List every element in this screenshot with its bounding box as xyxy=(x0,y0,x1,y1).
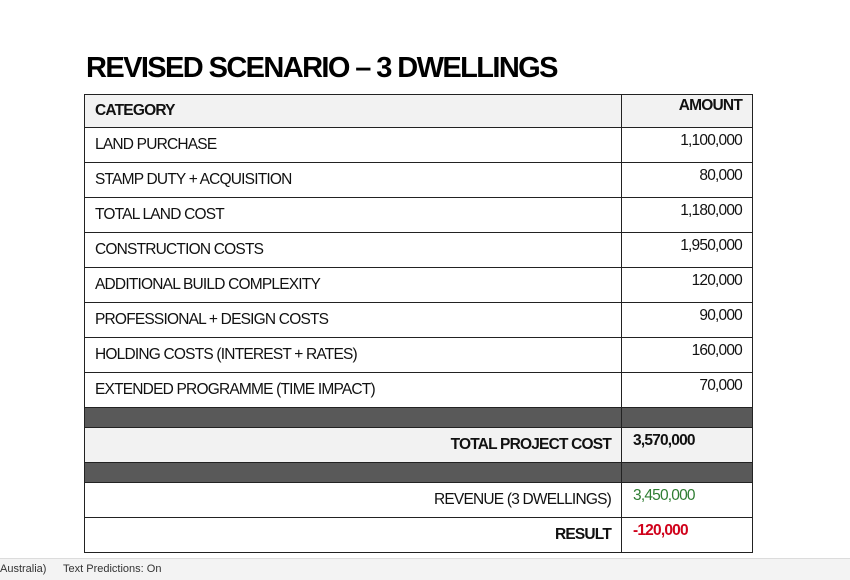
result-row xyxy=(85,518,753,553)
row-amount[interactable]: 80,000 xyxy=(622,163,753,198)
table-row xyxy=(85,373,753,408)
row-amount[interactable]: 1,100,000 xyxy=(622,128,753,163)
total-label[interactable]: TOTAL PROJECT COST xyxy=(85,428,622,463)
header-amount[interactable]: AMOUNT xyxy=(622,95,753,128)
row-category[interactable]: TOTAL LAND COST xyxy=(85,198,622,233)
spacer-cell[interactable] xyxy=(85,408,622,428)
row-category[interactable]: ADDITIONAL BUILD COMPLEXITY xyxy=(85,268,622,303)
row-amount[interactable]: 70,000 xyxy=(622,373,753,408)
revenue-row xyxy=(85,483,753,518)
status-bar xyxy=(0,558,850,580)
table-row xyxy=(85,303,753,338)
table-spacer-row xyxy=(85,463,753,483)
row-category[interactable]: EXTENDED PROGRAMME (TIME IMPACT) xyxy=(85,373,622,408)
row-amount[interactable]: 1,180,000 xyxy=(622,198,753,233)
table-row xyxy=(85,198,753,233)
cost-table[interactable] xyxy=(84,94,753,553)
row-amount[interactable]: 90,000 xyxy=(622,303,753,338)
table-row xyxy=(85,268,753,303)
row-amount[interactable]: 160,000 xyxy=(622,338,753,373)
row-category[interactable]: STAMP DUTY + ACQUISITION xyxy=(85,163,622,198)
table-header-row xyxy=(85,95,753,128)
status-text-predictions[interactable]: Text Predictions: On xyxy=(63,563,162,575)
slide-title[interactable]: REVISED SCENARIO – 3 DWELLINGS xyxy=(86,52,557,84)
spacer-cell[interactable] xyxy=(622,463,753,483)
row-category[interactable]: CONSTRUCTION COSTS xyxy=(85,233,622,268)
table-row xyxy=(85,128,753,163)
header-category[interactable]: CATEGORY xyxy=(85,95,622,128)
result-label[interactable]: RESULT xyxy=(85,518,622,553)
spacer-cell[interactable] xyxy=(622,408,753,428)
row-category[interactable]: HOLDING COSTS (INTEREST + RATES) xyxy=(85,338,622,373)
row-amount[interactable]: 1,950,000 xyxy=(622,233,753,268)
table-row xyxy=(85,233,753,268)
row-category[interactable]: LAND PURCHASE xyxy=(85,128,622,163)
revenue-amount[interactable]: 3,450,000 xyxy=(622,483,753,518)
result-amount[interactable]: -120,000 xyxy=(622,518,753,553)
table-row xyxy=(85,338,753,373)
revenue-label[interactable]: REVENUE (3 DWELLINGS) xyxy=(85,483,622,518)
total-amount[interactable]: 3,570,000 xyxy=(622,428,753,463)
row-category[interactable]: PROFESSIONAL + DESIGN COSTS xyxy=(85,303,622,338)
table-spacer-row xyxy=(85,408,753,428)
total-row xyxy=(85,428,753,463)
status-language[interactable]: Australia) xyxy=(0,563,47,575)
row-amount[interactable]: 120,000 xyxy=(622,268,753,303)
spacer-cell[interactable] xyxy=(85,463,622,483)
table-row xyxy=(85,163,753,198)
